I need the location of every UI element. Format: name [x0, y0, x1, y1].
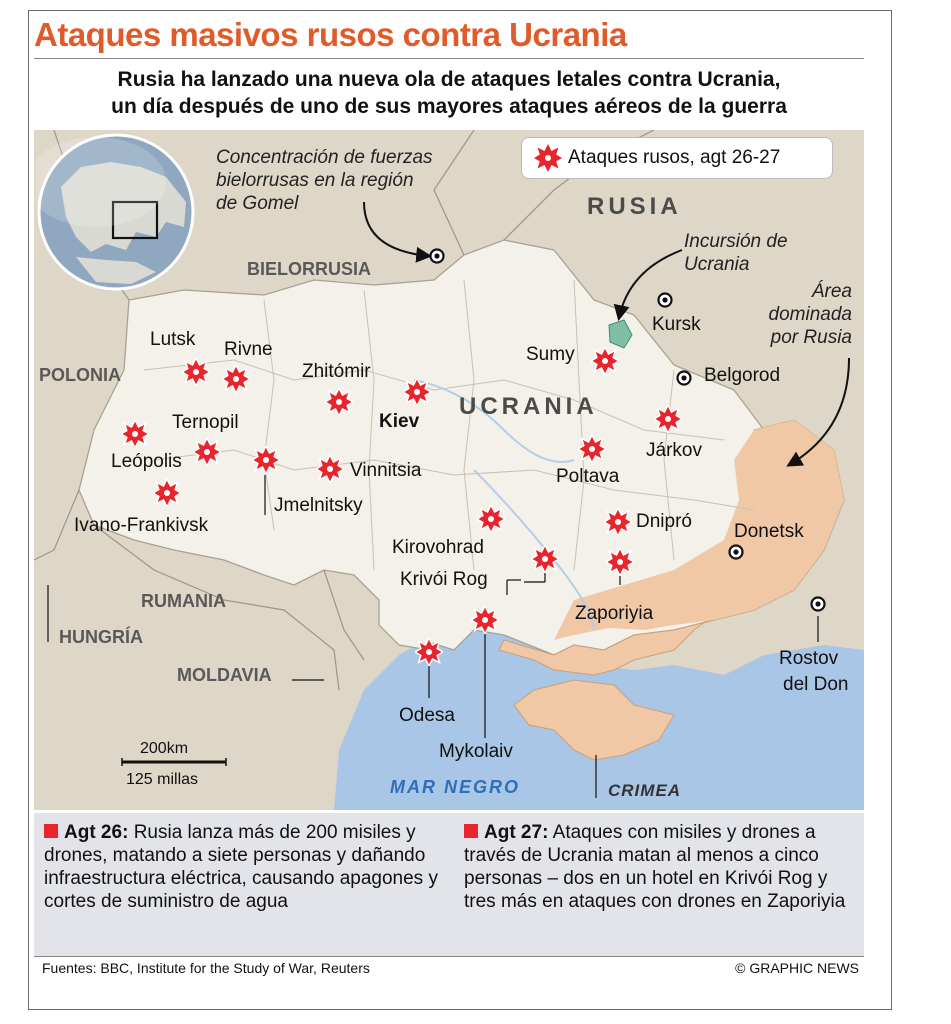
label-kursk: Kursk: [652, 314, 701, 335]
label-black-sea: MAR NEGRO: [390, 777, 520, 797]
annotation-gomel-line-1: Concentración de fuerzas: [216, 147, 433, 168]
attack-ternopil: [193, 438, 221, 466]
annotation-incursion-line-2: Ucrania: [684, 254, 750, 275]
label-donetsk: Donetsk: [734, 521, 804, 542]
annotation-gomel-line-2: bielorrusas en la región: [216, 170, 414, 191]
label-dnipro: Dnipró: [636, 511, 692, 532]
attack-lutsk: [182, 358, 210, 386]
label-mykolaiv: Mykolaiv: [439, 741, 513, 762]
subtitle-line-1: Rusia ha lanzado una nueva ola de ataques letales contra Ucrania,: [117, 68, 781, 91]
label-belarus: BIELORRUSIA: [247, 259, 372, 279]
label-kyiv: Kiev: [379, 411, 420, 432]
label-kryvyi: Krivói Rog: [400, 569, 488, 590]
label-zhytomyr: Zhitómir: [302, 361, 371, 382]
label-khmelnytsky: Jmelnitsky: [274, 495, 363, 516]
label-lutsk: Lutsk: [150, 329, 196, 350]
label-odesa: Odesa: [399, 705, 455, 726]
attack-kharkiv: [654, 405, 682, 433]
dot-kursk: [659, 294, 672, 307]
subtitle-line-2: un día después de uno de sus mayores ataques aéreos de la guerra: [111, 95, 787, 118]
scale-miles: 125 millas: [126, 771, 199, 788]
label-ternopil: Ternopil: [172, 412, 239, 433]
attack-sumy: [591, 347, 619, 375]
label-rivne: Rivne: [224, 339, 273, 360]
attack-lviv-1: [121, 420, 149, 448]
label-sumy: Sumy: [526, 344, 575, 365]
event-aug27-text: Ataques con misiles y drones a través de Ucrania matan al menos a cinco personas – dos en un hotel en Krivói Rog y tres más en ataques con drones en Zaporiyia: [464, 822, 846, 912]
dot-rostov: [812, 598, 825, 611]
annotation-occupied-line-3: por Rusia: [770, 327, 852, 348]
attack-odesa: [415, 638, 443, 666]
title-divider: [34, 58, 864, 59]
annotation-incursion: [684, 230, 788, 276]
attack-zhytomyr: [325, 388, 353, 416]
attack-kirovohrad: [477, 505, 505, 533]
label-ivano: Ivano-Frankivsk: [74, 515, 209, 536]
page-title: Ataques masivos rusos contra Ucrania: [34, 16, 627, 53]
attack-vinnytsia: [316, 455, 344, 483]
annotation-gomel-line-3: de Gomel: [216, 193, 299, 214]
label-belgorod: Belgorod: [704, 365, 781, 386]
legend: [522, 138, 832, 178]
annotation-gomel: [216, 146, 433, 215]
annotation-occupied: [752, 280, 852, 349]
globe-inset: [36, 132, 196, 292]
credit: © GRAPHIC NEWS: [735, 960, 859, 976]
event-aug26-text: Rusia lanza más de 200 misiles y drones, matando a siete personas y dañando infraestructura eléctrica, causando apagones y cortes de suministro de agua: [44, 822, 438, 912]
attack-mykolaiv: [471, 606, 499, 634]
label-rostov-1: Rostov: [779, 648, 839, 669]
attack-dnipro: [604, 508, 632, 536]
label-kirovohrad: Kirovohrad: [392, 537, 484, 558]
label-zaporizhzhia: Zaporiyia: [575, 603, 654, 624]
sources: Fuentes: BBC, Institute for the Study of War, Reuters: [42, 960, 370, 976]
attack-ivano: [153, 479, 181, 507]
label-ukraine: UCRANIA: [459, 393, 598, 420]
attack-rivne: [222, 365, 250, 393]
label-romania: RUMANIA: [141, 591, 226, 611]
annotation-occupied-line-1: Área: [811, 281, 852, 302]
label-kharkiv: Járkov: [646, 440, 702, 461]
label-crimea: CRIMEA: [608, 781, 682, 800]
annotation-occupied-line-2: dominada: [768, 304, 852, 325]
explosion-icon: [534, 144, 562, 172]
subtitle: [34, 66, 864, 120]
legend-label: Ataques rusos, agt 26-27: [568, 147, 781, 168]
footer-divider: [34, 956, 864, 957]
annotation-incursion-line-1: Incursión de: [684, 231, 788, 252]
label-vinnytsia: Vinnitsia: [350, 460, 422, 481]
dot-donetsk: [730, 546, 743, 559]
attack-zaporizhzhia: [606, 548, 634, 576]
event-aug27-head: Agt 27:: [484, 822, 549, 843]
label-hungary: HUNGRÍA: [59, 627, 143, 647]
attack-khmelnytsky: [252, 446, 280, 474]
events-panel: [34, 813, 864, 956]
label-lviv: Leópolis: [111, 451, 182, 472]
map: [34, 130, 864, 810]
attack-kyiv: [403, 378, 431, 406]
attack-poltava: [578, 435, 606, 463]
label-poland: POLONIA: [39, 365, 122, 385]
dot-belgorod: [678, 372, 691, 385]
label-moldova: MOLDAVIA: [177, 665, 272, 685]
red-square-icon: [44, 824, 58, 838]
dot-gomel: [431, 250, 444, 263]
event-aug27: [464, 821, 862, 913]
event-aug26: [44, 821, 442, 913]
red-square-icon: [464, 824, 478, 838]
label-russia: RUSIA: [587, 193, 682, 220]
label-rostov-2: del Don: [783, 674, 849, 695]
attack-kryvyi: [531, 545, 559, 573]
scale-km: 200km: [140, 740, 189, 757]
label-poltava: Poltava: [556, 466, 620, 487]
event-aug26-head: Agt 26:: [64, 822, 129, 843]
